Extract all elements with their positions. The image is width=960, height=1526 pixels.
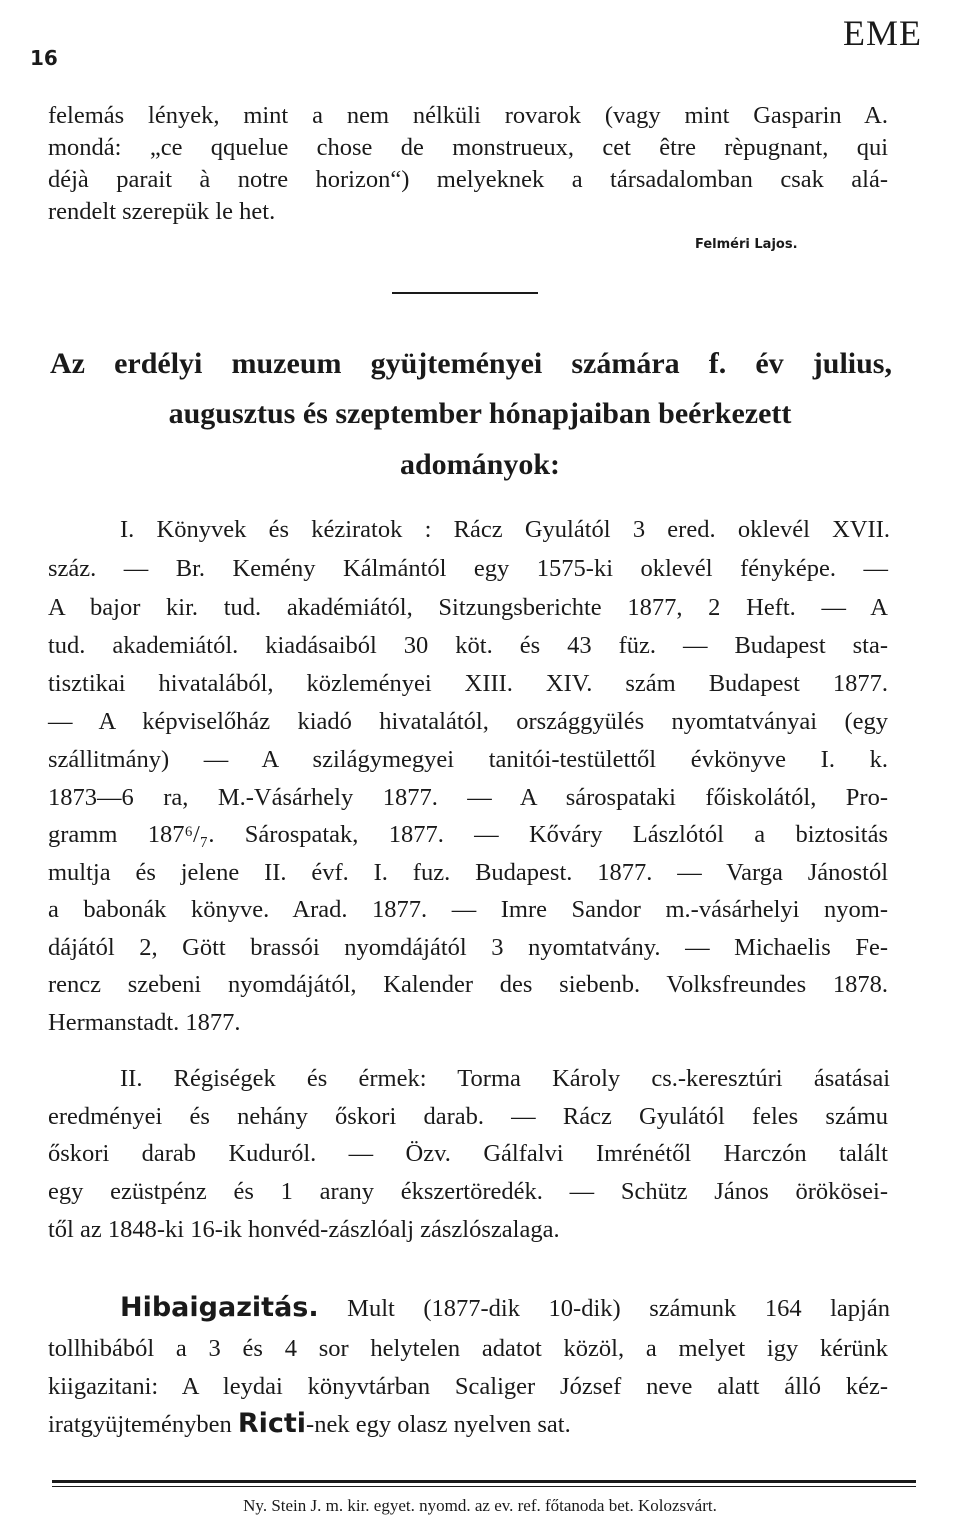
errata-line: kiigazitani: A leydai könyvtárban Scaliger József neve alatt álló kéz- [48, 1373, 888, 1400]
page-number: 16 [30, 46, 58, 70]
antiquities-line: II. Régiségek és érmek: Torma Károly cs.-keresztúri ásatásai [120, 1065, 890, 1092]
antiquities-line: eredményei és nehány őskori darab. — Rácz Gyulától feles számu [48, 1103, 888, 1130]
errata-title: Hibaigazitás. [120, 1292, 319, 1323]
heading-line-1: Az erdélyi muzeum gyüjteményei számára f. év julius, [50, 347, 892, 380]
antiquities-line: egy ezüstpénz és 1 arany ékszertöredék. — Schütz János örökösei- [48, 1178, 888, 1205]
books-line: Hermanstadt. 1877. [48, 1009, 241, 1036]
footer-rule-thin [52, 1486, 916, 1487]
errata-line-4 [48, 1410, 748, 1438]
footer-rule [52, 1480, 916, 1483]
errata-line-1 [120, 1294, 890, 1322]
intro-line: felemás lények, mint a nem nélküli rovarok (vagy mint Gasparin A. [48, 102, 888, 129]
books-line: I. Könyvek és kéziratok : Rácz Gyulától 3 ered. oklevél XVII. [120, 516, 890, 543]
books-line: gramm 187⁶/₇. Sárospatak, 1877. — Kőváry Lászlótól a biztositás [48, 821, 888, 848]
books-line: A bajor kir. tud. akadémiától, Sitzungsberichte 1877, 2 Heft. — A [48, 594, 888, 621]
books-line: tisztikai hivatalából, közleményei XIII. XIV. szám Budapest 1877. [48, 670, 888, 697]
printer-imprint: Ny. Stein J. m. kir. egyet. nyomd. az ev. ref. főtanoda bet. Kolozsvárt. [243, 1496, 717, 1515]
books-line: 1873—6 ra, M.-Vásárhely 1877. — A sárospataki főiskolától, Pro- [48, 784, 888, 811]
section-divider [392, 292, 538, 294]
intro-line: déjà parait à notre horizon“) melyeknek a társadalomban csak alá- [48, 166, 888, 193]
emphasized-word: Ricti [237, 1408, 307, 1439]
antiquities-line: től az 1848-ki 16-ik honvéd-zászlóalj zászlószalaga. [48, 1216, 560, 1243]
books-line: multja és jelene II. évf. I. fuz. Budapest. 1877. — Varga Jánostól [48, 859, 888, 886]
header-mark: EME [843, 13, 922, 53]
books-line: a babonák könyve. Arad. 1877. — Imre Sandor m.-vásárhelyi nyom- [48, 896, 888, 923]
antiquities-line: őskori darab Kuduról. — Özv. Gálfalvi Imrénétől Harczón talált [48, 1140, 888, 1167]
books-line: — A képviselőház kiadó hivatalától, országgyülés nyomtatványai (egy [48, 708, 888, 735]
books-line: szállitmány) — A szilágymegyei tanitói-testülettől évkönyve I. k. [48, 746, 888, 773]
errata-line: tollhibából a 3 és 4 sor helytelen adatot közöl, a melyet igy kérünk [48, 1335, 888, 1362]
books-line: rencz szebeni nyomdájától, Kalender des siebenb. Volksfreundes 1878. [48, 971, 888, 998]
intro-line: rendelt szerepük le het. [48, 198, 276, 225]
books-line: dájától 2, Gött brassói nyomdájától 3 nyomtatvány. — Michaelis Fe- [48, 934, 888, 961]
intro-line: mondá: „ce qquelue chose de monstrueux, cet être rèpugnant, qui [48, 134, 888, 161]
errata-text: Mult (1877-dik 10-dik) számunk 164 lapján [347, 1295, 890, 1322]
errata-text: iratgyüjteményben [48, 1411, 232, 1438]
signature: Felméri Lajos. [695, 237, 798, 252]
heading-line-2: augusztus és szeptember hónapjaiban beérkezett [168, 397, 792, 430]
books-line: száz. — Br. Kemény Kálmántól egy 1575-ki oklevél fényképe. — [48, 555, 888, 582]
errata-text: -nek egy olasz nyelven sat. [306, 1411, 571, 1438]
books-line: tud. akademiától. kiadásaiból 30 köt. és 43 füz. — Budapest sta- [48, 632, 888, 659]
heading-line-3: adományok: [399, 448, 561, 481]
